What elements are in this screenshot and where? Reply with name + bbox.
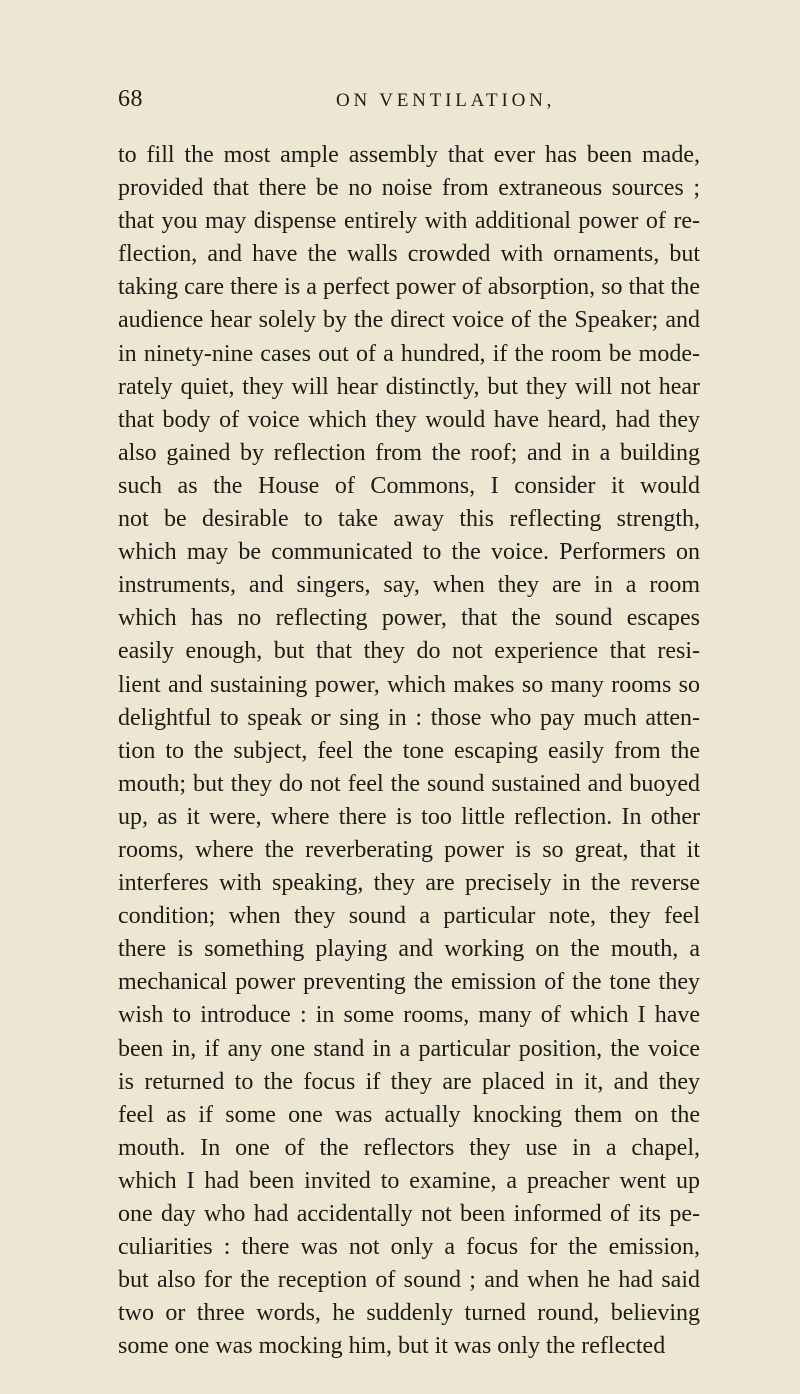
text-line: audience hear solely by the direct voice of the Speaker; and [118, 307, 700, 334]
text-line: rately quiet, they will hear distinctly, but they will not hear [118, 373, 700, 400]
text-line: not be desirable to take away this reflecting strength, [118, 506, 700, 533]
text-line: such as the House of Commons, I consider it would [118, 472, 700, 499]
text-line: wish to introduce : in some rooms, many of which I have [118, 1002, 700, 1029]
text-line: culiarities : there was not only a focus for the emission, [118, 1234, 700, 1261]
text-line: but also for the reception of sound ; and when he had said [118, 1267, 700, 1294]
text-line: taking care there is a perfect power of absorption, so that the [118, 274, 700, 301]
text-line: lient and sustaining power, which makes so many rooms so [118, 671, 700, 698]
text-line: interferes with speaking, they are precisely in the reverse [118, 870, 700, 897]
text-line: delightful to speak or sing in : those who pay much atten- [118, 704, 700, 731]
text-line: which I had been invited to examine, a preacher went up [118, 1167, 700, 1194]
text-line: feel as if some one was actually knocking them on the [118, 1101, 700, 1128]
text-line: which may be communicated to the voice. Performers on [118, 539, 700, 566]
text-line: one day who had accidentally not been informed of its pe- [118, 1201, 700, 1227]
text-line: mechanical power preventing the emission of the tone they [118, 969, 700, 996]
text-line: that you may dispense entirely with additional power of re- [118, 208, 700, 235]
text-line: tion to the subject, feel the tone escaping easily from the [118, 737, 700, 764]
text-line: is returned to the focus if they are placed in it, and they [118, 1068, 700, 1095]
text-line: condition; when they sound a particular note, they feel [118, 903, 700, 930]
text-line: provided that there be no noise from extraneous sources ; [118, 175, 700, 202]
text-line: mouth. In one of the reflectors they use in a chapel, [118, 1134, 700, 1161]
text-line: mouth; but they do not feel the sound sustained and buoyed [118, 770, 700, 797]
text-line: flection, and have the walls crowded with ornaments, but [118, 241, 700, 268]
text-line: to fill the most ample assembly that ever has been made, [118, 142, 700, 168]
page-number: 68 [118, 86, 143, 112]
text-line: up, as it were, where there is too little reflection. In other [118, 803, 700, 830]
text-line: easily enough, but that they do not experience that resi- [118, 638, 700, 665]
text-line: rooms, where the reverberating power is so great, that it [118, 836, 700, 863]
text-line: some one was mocking him, but it was only the reflected [118, 1333, 666, 1360]
text-line: in ninety-nine cases out of a hundred, if the room be mode- [118, 340, 700, 367]
running-head [118, 88, 700, 120]
text-line: two or three words, he suddenly turned round, believing [118, 1300, 700, 1327]
text-line: also gained by reflection from the roof; and in a building [118, 439, 700, 466]
text-line: instruments, and singers, say, when they are in a room [118, 572, 700, 599]
text-line: been in, if any one stand in a particular position, the voice [118, 1035, 700, 1062]
body-text [118, 139, 700, 1363]
text-line: that body of voice which they would have heard, had they [118, 406, 700, 433]
text-line: which has no reflecting power, that the sound escapes [118, 605, 700, 632]
text-line: there is something playing and working on the mouth, a [118, 936, 700, 963]
running-title: ON VENTILATION, [336, 90, 556, 111]
